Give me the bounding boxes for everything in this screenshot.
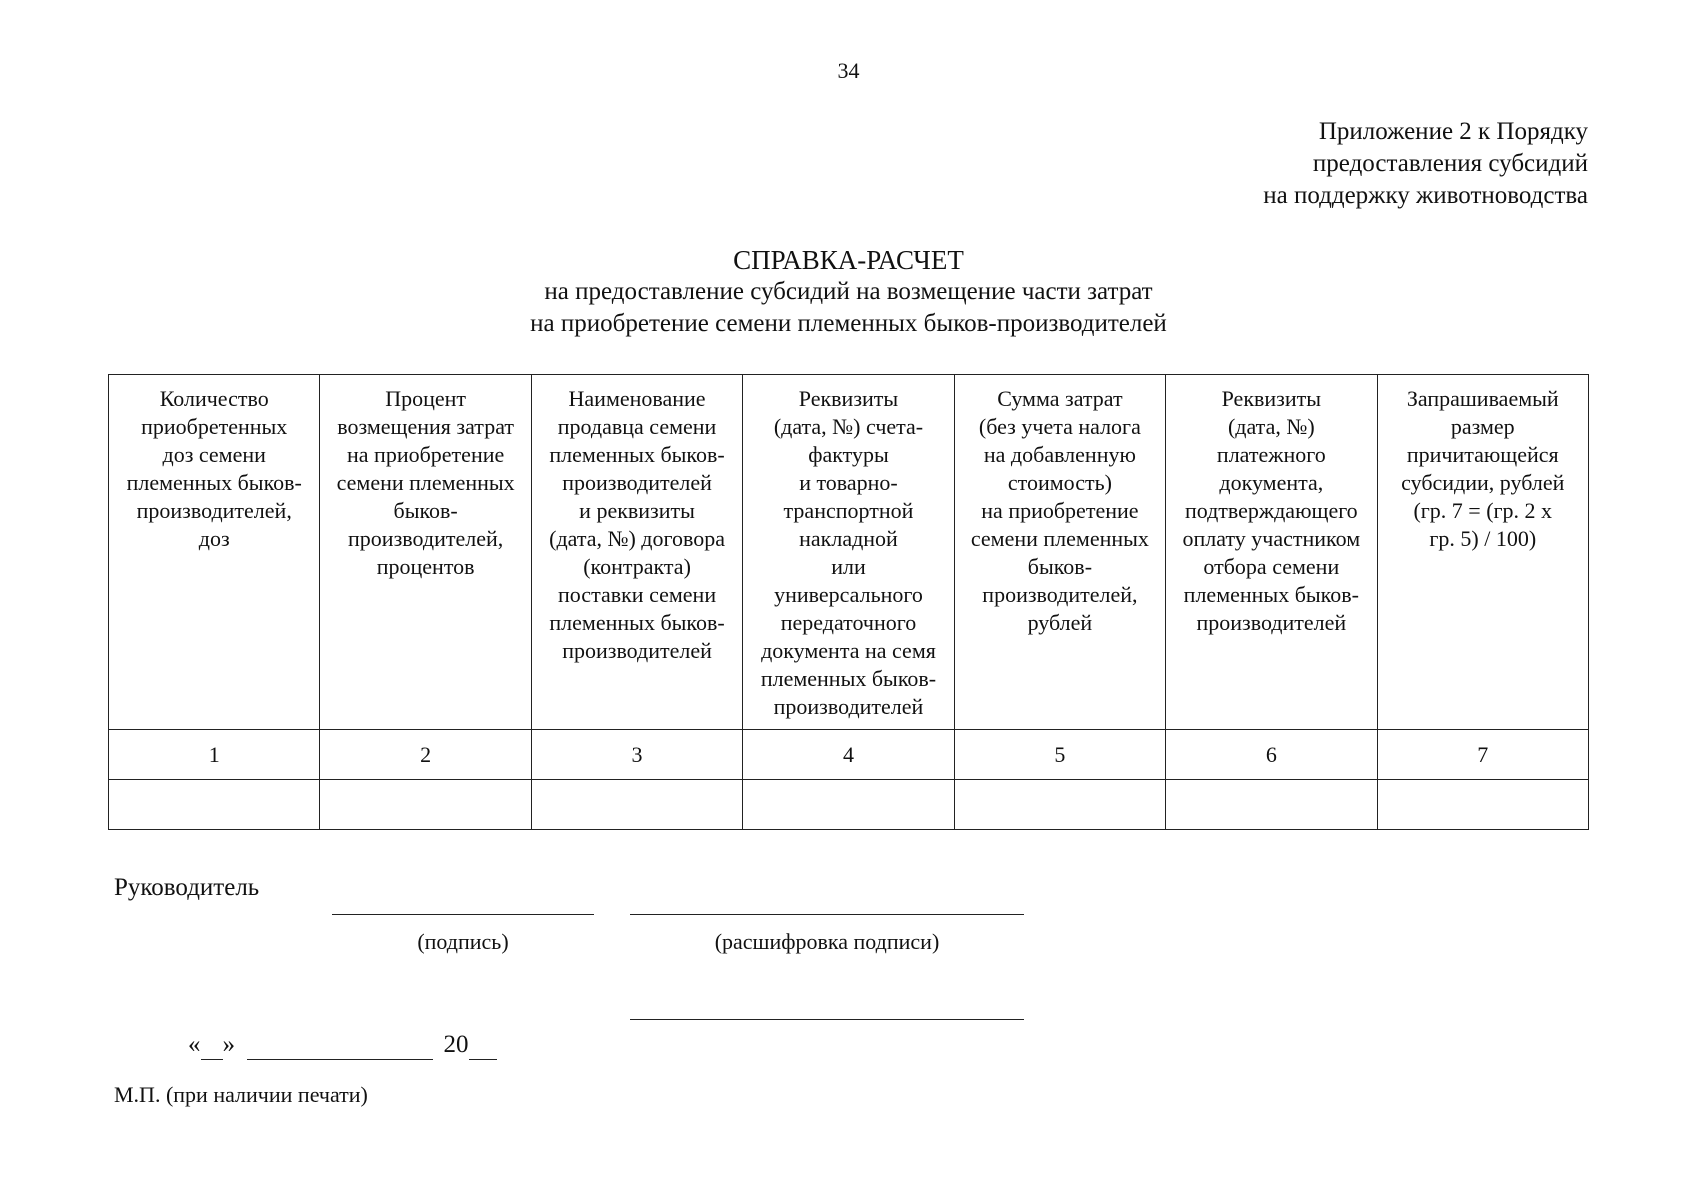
header-cell-payment: Реквизиты (дата, №) платежного документа, подтверждающего оплату участником отбора семени племенных быков- производителей — [1166, 375, 1377, 730]
column-number-5: 5 — [954, 730, 1165, 780]
calculation-table — [108, 374, 1589, 830]
column-number-3: 3 — [531, 730, 742, 780]
date-open-quote: « — [188, 1031, 201, 1058]
data-cell-2[interactable] — [320, 780, 531, 830]
appendix-line-3: на поддержку животноводства — [1263, 182, 1588, 209]
data-cell-4[interactable] — [743, 780, 954, 830]
year-blank[interactable] — [469, 1031, 497, 1060]
extra-signature-line[interactable] — [630, 1019, 1024, 1020]
data-cell-7[interactable] — [1377, 780, 1588, 830]
appendix-note — [1263, 116, 1588, 212]
day-blank[interactable] — [201, 1031, 223, 1060]
subtitle-line-2: на приобретение семени племенных быков-производителей — [530, 310, 1167, 337]
header-cell-costs: Сумма затрат (без учета налога на добавленную стоимость) на приобретение семени племенных быков- производителей, рублей — [954, 375, 1165, 730]
header-cell-subsidy: Запрашиваемый размер причитающейся субсидии, рублей (гр. 7 = (гр. 2 x гр. 5) / 100) — [1377, 375, 1588, 730]
decoding-caption: (расшифровка подписи) — [714, 929, 940, 954]
page-number: 34 — [837, 58, 860, 83]
header-cell-seller: Наименование продавца семени племенных быков- производителей и реквизиты (дата, №) договора (контракта) поставки семени племенных быков- производителей — [531, 375, 742, 730]
year-prefix: 20 — [443, 1031, 469, 1058]
signature-line[interactable] — [332, 914, 594, 915]
header-cell-percent: Процент возмещения затрат на приобретение семени племенных быков- производителей, процентов — [320, 375, 531, 730]
table-row — [109, 780, 1589, 830]
stamp-note: М.П. (при наличии печати) — [114, 1082, 368, 1107]
main-title: СПРАВКА-РАСЧЕТ — [733, 245, 964, 275]
header-cell-doses: Количество приобретенных доз семени племенных быков- производителей, доз — [109, 375, 320, 730]
document-title — [0, 244, 1697, 340]
signature-caption: (подпись) — [417, 929, 509, 954]
header-cell-invoice: Реквизиты (дата, №) счета- фактуры и товарно- транспортной накладной или универсального передаточного документа на семя племенных быков- производителей — [743, 375, 954, 730]
appendix-line-1: Приложение 2 к Порядку — [1318, 118, 1588, 145]
appendix-line-2: предоставления субсидий — [1312, 150, 1588, 177]
subtitle-line-1: на предоставление субсидий на возмещение части затрат — [544, 278, 1153, 305]
column-number-4: 4 — [743, 730, 954, 780]
column-number-2: 2 — [320, 730, 531, 780]
data-cell-6[interactable] — [1166, 780, 1377, 830]
column-number-7: 7 — [1377, 730, 1588, 780]
data-cell-5[interactable] — [954, 780, 1165, 830]
signature-decoding-line[interactable] — [630, 914, 1024, 915]
month-blank[interactable] — [247, 1031, 433, 1060]
date-field — [188, 1031, 497, 1060]
data-cell-3[interactable] — [531, 780, 742, 830]
table-header-row — [109, 375, 1589, 730]
data-cell-1[interactable] — [109, 780, 320, 830]
column-number-6: 6 — [1166, 730, 1377, 780]
column-number-1: 1 — [109, 730, 320, 780]
date-close-quote: » — [222, 1031, 235, 1058]
signer-role: Руководитель — [114, 874, 260, 901]
column-number-row — [109, 730, 1589, 780]
